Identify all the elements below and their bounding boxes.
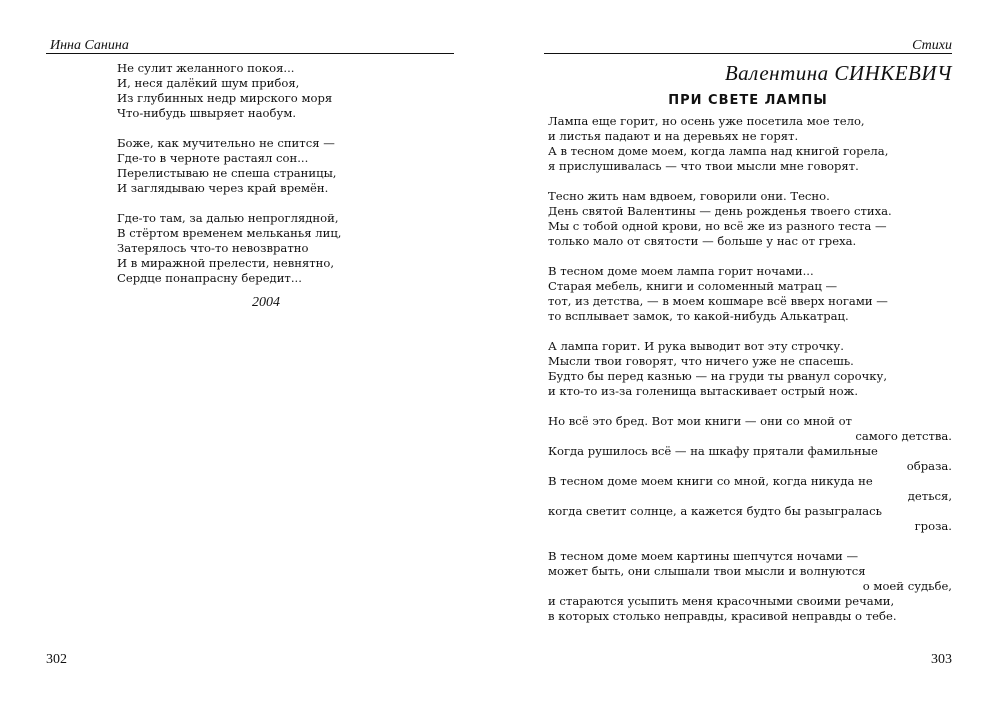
poem-line: Мысли твои говорят, что ничего уже не спасешь. bbox=[548, 354, 854, 368]
right-page bbox=[500, 0, 1000, 707]
poem-line: В стёртом временем мельканья лиц, bbox=[117, 226, 342, 240]
stanza bbox=[548, 414, 952, 534]
poem-line: Боже, как мучительно не спится — bbox=[117, 136, 335, 150]
poem-line: Тесно жить нам вдвоем, говорили они. Тесно. bbox=[548, 189, 830, 203]
poem-line: то всплывает замок, то какой-нибудь Алькатрац. bbox=[548, 309, 849, 323]
stanza bbox=[117, 211, 417, 286]
poem-line: Сердце понапрасну бередит... bbox=[117, 271, 302, 285]
poem-line: в которых столько неправды, красивой неправды о тебе. bbox=[548, 609, 897, 623]
page-number-right: 303 bbox=[931, 652, 952, 667]
poem-line: тот, из детства, — в моем кошмаре всё вверх ногами — bbox=[548, 294, 888, 308]
poem-line-continuation: о моей судьбе, bbox=[862, 579, 952, 593]
poem-line: А лампа горит. И рука выводит вот эту строчку. bbox=[548, 339, 844, 353]
header-rule-left bbox=[46, 53, 454, 54]
poem-title: ПРИ СВЕТЕ ЛАМПЫ bbox=[668, 93, 828, 108]
poem-line: В тесном доме моем книги со мной, когда никуда не bbox=[548, 474, 873, 488]
poem-line: Где-то там, за далью непроглядной, bbox=[117, 211, 339, 225]
poem-line: Перелистываю не спеша страницы, bbox=[117, 166, 337, 180]
poem-line: Старая мебель, книги и соломенный матрац — bbox=[548, 279, 838, 293]
stanza bbox=[117, 136, 417, 196]
poem-line: День святой Валентины — день рожденья твоего стиха. bbox=[548, 204, 892, 218]
stanza bbox=[548, 264, 952, 324]
poem-line: В тесном доме моем картины шепчутся ночами — bbox=[548, 549, 859, 563]
poem-line: Но всё это бред. Вот мои книги — они со мной от bbox=[548, 414, 852, 428]
poem-line: может быть, они слышали твои мысли и волнуются bbox=[548, 564, 866, 578]
stanza bbox=[548, 549, 952, 624]
poem-line: Где-то в черноте растаял сон... bbox=[117, 151, 309, 165]
poem-line: И в миражной прелести, невнятно, bbox=[117, 256, 335, 270]
poem-line: Из глубинных недр мирского моря bbox=[117, 91, 333, 105]
poem-line: А в тесном доме моем, когда лампа над книгой горела, bbox=[548, 144, 889, 158]
poem-line: и стараются усыпить меня красочными своими речами, bbox=[548, 594, 895, 608]
poem-line-continuation: гроза. bbox=[914, 519, 952, 533]
poem-right bbox=[548, 114, 952, 639]
author-name: Валентина СИНКЕВИЧ bbox=[724, 61, 952, 85]
poem-left bbox=[117, 61, 417, 301]
stanza bbox=[117, 61, 417, 121]
poem-line: И заглядываю через край времён. bbox=[117, 181, 329, 195]
poem-line: Когда рушилось всё — на шкафу прятали фамильные bbox=[548, 444, 878, 458]
poem-line: Затерялось что-то невозвратно bbox=[117, 241, 309, 255]
poem-line-continuation: образа. bbox=[906, 459, 952, 473]
poem-line: Не сулит желанного покоя... bbox=[117, 61, 295, 75]
stanza bbox=[548, 114, 952, 174]
poem-line: только мало от святости — больше у нас от греха. bbox=[548, 234, 857, 248]
page-number-left: 302 bbox=[46, 652, 67, 667]
poem-line: и кто-то из-за голенища вытаскивает острый нож. bbox=[548, 384, 859, 398]
header-rule-right bbox=[544, 53, 952, 54]
stanza bbox=[548, 189, 952, 249]
poem-line: когда светит солнце, а кажется будто бы разыгралась bbox=[548, 504, 882, 518]
poem-line: В тесном доме моем лампа горит ночами... bbox=[548, 264, 814, 278]
poem-line-continuation: самого детства. bbox=[855, 429, 952, 443]
poem-line: Будто бы перед казнью — на груди ты рванул сорочку, bbox=[548, 369, 887, 383]
poem-line: я прислушивалась — что твои мысли мне говорят. bbox=[548, 159, 859, 173]
poem-line: Лампа еще горит, но осень уже посетила мое тело, bbox=[548, 114, 865, 128]
poem-line: И, неся далёкий шум прибоя, bbox=[117, 76, 300, 90]
stanza bbox=[548, 339, 952, 399]
running-head-right: Стихи bbox=[912, 38, 952, 53]
poem-line: Мы с тобой одной крови, но всё же из разного теста — bbox=[548, 219, 887, 233]
poem-line: Что-нибудь швыряет наобум. bbox=[117, 106, 297, 120]
running-head-left: Инна Санина bbox=[50, 38, 129, 53]
poem-line-continuation: деться, bbox=[907, 489, 952, 503]
poem-line: и листья падают и на деревьях не горят. bbox=[548, 129, 799, 143]
poem-date: 2004 bbox=[252, 295, 280, 310]
